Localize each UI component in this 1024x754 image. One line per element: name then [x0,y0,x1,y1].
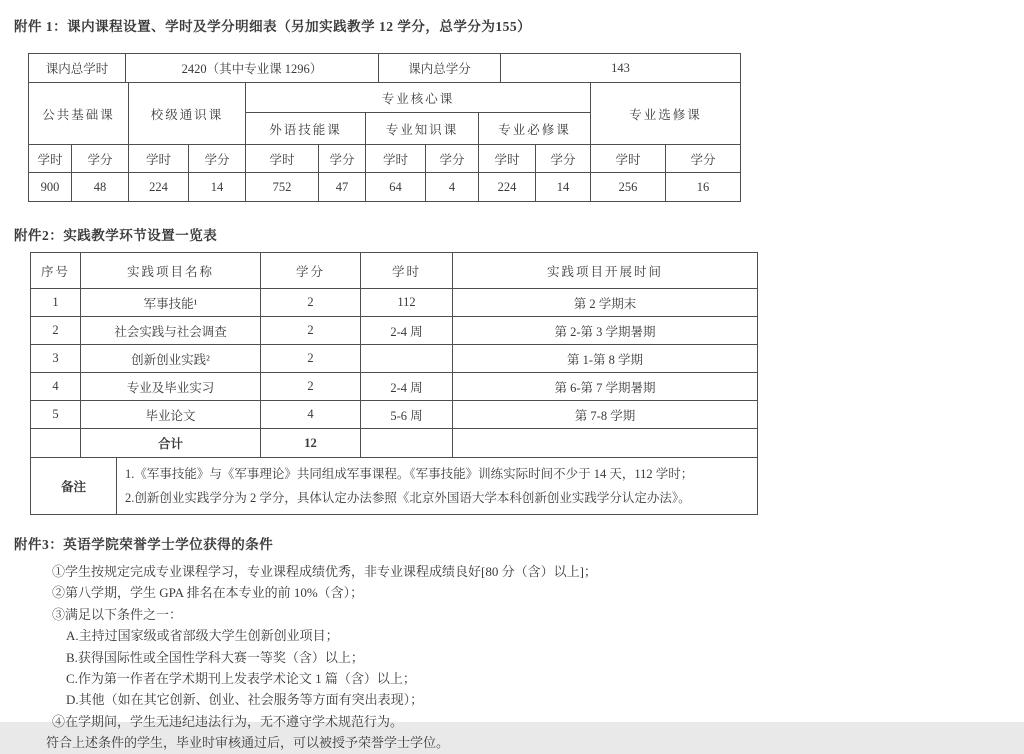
total-hours-value: 2420（其中专业课 1296） [126,54,379,83]
cell-hours: 2-4 周 [361,317,453,345]
value-cell: 48 [72,173,129,202]
curriculum-detail-table [28,82,741,202]
table-row [31,345,758,373]
cell-credits: 2 [261,373,361,401]
condition-line: ①学生按规定完成专业课程学习，专业课程成绩优秀，非专业课程成绩良好[80 分（含）以上]； [52,564,597,579]
cell-empty [453,429,758,458]
cell-index: 5 [31,401,81,429]
total-row [31,429,758,458]
unit-credits: 学分 [319,145,366,173]
cell-schedule: 第 7-8 学期 [453,401,758,429]
cell-index: 4 [31,373,81,401]
value-cell: 14 [536,173,591,202]
cell-schedule: 第 2-第 3 学期暑期 [453,317,758,345]
table-row [29,145,741,173]
cell-project: 创新创业实践² [81,345,261,373]
cell-credits: 4 [261,401,361,429]
value-cell: 14 [189,173,246,202]
unit-hours: 学时 [129,145,189,173]
unit-hours: 学时 [29,145,72,173]
note-line: 1.《军事技能》与《军事理论》共同组成军事课程。《军事技能》训练实际时间不少于 14 天，112 学时； [125,467,694,481]
total-credits-value: 143 [501,54,741,83]
cell-project: 毕业论文 [81,401,261,429]
unit-hours: 学时 [591,145,666,173]
group-major-core: 专业核心课 [246,83,591,113]
group-public-basic: 公共基础课 [29,83,129,145]
condition-line: ③满足以下条件之一： [52,606,183,622]
notes-row [31,458,758,515]
cell-schedule: 第 2 学期末 [453,289,758,317]
cell-credits: 2 [261,289,361,317]
unit-credits: 学分 [426,145,479,173]
cell-schedule: 第 1-第 8 学期 [453,345,758,373]
total-label: 合计 [81,429,261,458]
attachment1-title: 附件 1：课内课程设置、学时及学分明细表（另加实践教学 12 学分，总学分为155） [14,19,532,34]
cell-project: 社会实践与社会调查 [81,317,261,345]
unit-hours: 学时 [246,145,319,173]
cell-hours: 112 [361,289,453,317]
table-row [31,289,758,317]
value-cell: 64 [366,173,426,202]
value-cell: 4 [426,173,479,202]
cell-schedule: 第 6-第 7 学期暑期 [453,373,758,401]
table-row [29,83,741,113]
table-row [29,173,741,202]
condition-line: ④在学期间，学生无违纪违法行为，无不遵守学术规范行为。 [52,713,404,729]
cell-hours [361,345,453,373]
condition-subline: B.获得国际性或全国性学科大赛一等奖（含）以上； [66,649,364,665]
group-university-general: 校级通识课 [129,83,246,145]
table-row [29,54,741,83]
col-header-project: 实践项目名称 [81,253,261,289]
notes-content [117,458,758,515]
table-header-row [31,253,758,289]
notes-label: 备注 [31,458,117,515]
closing-line: 符合上述条件的学生，毕业时审核通过后，可以被授予荣誉学士学位。 [46,735,450,751]
spacer [0,244,1024,252]
total-credits-label: 课内总学分 [379,54,501,83]
cell-index: 1 [31,289,81,317]
attachment2-title: 附件2：实践教学环节设置一览表 [14,228,218,243]
total-hours-label: 课内总学时 [29,54,126,83]
unit-credits: 学分 [72,145,129,173]
unit-credits: 学分 [666,145,741,173]
value-cell: 224 [479,173,536,202]
cell-hours: 2-4 周 [361,373,453,401]
cell-hours: 5-6 周 [361,401,453,429]
value-cell: 752 [246,173,319,202]
col-header-credits: 学分 [261,253,361,289]
unit-credits: 学分 [189,145,246,173]
group-foreign-language-skill: 外语技能课 [246,113,366,145]
unit-hours: 学时 [479,145,536,173]
unit-hours: 学时 [366,145,426,173]
col-header-hours: 学时 [361,253,453,289]
cell-project: 专业及毕业实习 [81,373,261,401]
value-cell: 16 [666,173,741,202]
unit-credits: 学分 [536,145,591,173]
total-credits: 12 [261,429,361,458]
group-major-required: 专业必修课 [479,113,591,145]
note-line: 2.创新创业实践学分为 2 学分，具体认定办法参照《北京外国语大学本科创新创业实践学分认定办法》。 [125,491,691,505]
honors-conditions [0,561,1024,754]
condition-subline: D.其他（如在其它创新、创业、社会服务等方面有突出表现）； [66,692,424,708]
col-header-index: 序号 [31,253,81,289]
cell-project: 军事技能¹ [81,289,261,317]
table-row [31,317,758,345]
group-major-elective: 专业选修课 [591,83,741,145]
cell-index: 3 [31,345,81,373]
condition-subline: C.作为第一作者在学术期刊上发表学术论文 1 篇（含）以上； [66,671,416,687]
spacer [0,35,1024,53]
practice-table [30,252,758,458]
value-cell: 900 [29,173,72,202]
value-cell: 256 [591,173,666,202]
cell-index: 2 [31,317,81,345]
value-cell: 47 [319,173,366,202]
condition-line: ②第八学期，学生 GPA 排名在本专业的前 10%（含）； [52,585,364,601]
col-header-schedule: 实践项目开展时间 [453,253,758,289]
practice-notes-table [30,457,758,515]
table-row [31,373,758,401]
value-cell: 224 [129,173,189,202]
cell-empty [361,429,453,458]
curriculum-summary-table [28,53,741,83]
group-major-knowledge: 专业知识课 [366,113,479,145]
condition-subline: A.主持过国家级或省部级大学生创新创业项目； [66,628,339,644]
cell-credits: 2 [261,317,361,345]
attachment3-title: 附件3：英语学院荣誉学士学位获得的条件 [14,537,274,552]
cell-credits: 2 [261,345,361,373]
cell-empty [31,429,81,458]
table-row [31,401,758,429]
